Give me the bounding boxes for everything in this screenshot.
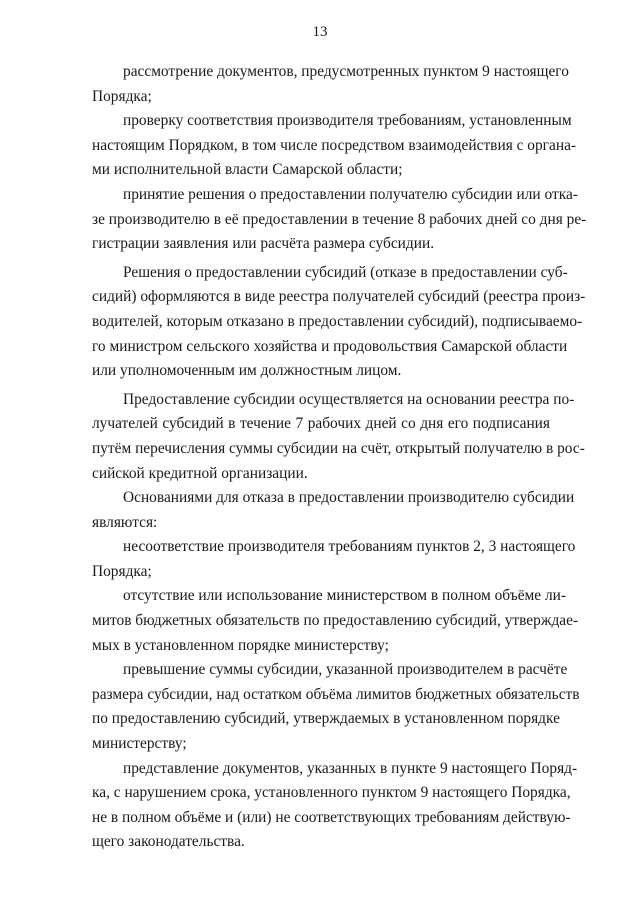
paragraph xyxy=(92,183,587,257)
paragraph-line: путём перечисления суммы субсидии на счёт, открытый получателю в рос- xyxy=(92,439,585,457)
paragraph-line: лучателей субсидий в течение 7 рабочих дней со дня его подписания xyxy=(92,415,550,433)
paragraph xyxy=(92,261,586,384)
paragraph xyxy=(92,584,579,658)
paragraph-line: министерству; xyxy=(92,735,187,753)
paragraph-line: мых в установленном порядке министерству; xyxy=(92,636,389,654)
paragraph-line: водителей, которым отказано в предоставлении субсидий), подписываемо- xyxy=(92,312,583,330)
paragraph-line: представление документов, указанных в пункте 9 настоящего Поряд- xyxy=(123,759,578,777)
paragraph-line: го министром сельского хозяйства и продовольствия Самарской области xyxy=(92,337,568,355)
paragraph-line: щего законодательства. xyxy=(92,833,245,851)
paragraph-line: сийской кредитной организации. xyxy=(92,464,308,482)
paragraph-line: рассмотрение документов, предусмотренных пунктом 9 настоящего xyxy=(123,63,569,80)
paragraph-line: Порядка; xyxy=(92,87,152,105)
paragraph-line: Основаниями для отказа в предоставлении производителю субсидии xyxy=(123,489,575,507)
paragraph-line: размера субсидии, над остатком объёма лимитов бюджетных обязательств xyxy=(92,685,580,703)
paragraph-line: принятие решения о предоставлении получателю субсидии или отка- xyxy=(123,185,578,203)
paragraph-line: проверку соответствия производителя требованиям, установленным xyxy=(123,112,572,130)
paragraph-line: отсутствие или использование министерством в полном объёме ли- xyxy=(123,587,566,605)
paragraph-line: Порядка; xyxy=(92,562,152,580)
paragraph-line: Решения о предоставлении субсидий (отказе в предоставлении суб- xyxy=(123,263,568,281)
paragraph xyxy=(92,60,569,109)
paragraph-line: Предоставление субсидии осуществляется на основании реестра по- xyxy=(123,390,575,408)
paragraph xyxy=(92,757,578,855)
paragraph-line: ми исполнительной власти Самарской области; xyxy=(92,161,403,179)
page-number: 13 xyxy=(312,24,328,40)
document-body xyxy=(92,60,587,855)
paragraph-line: митов бюджетных обязательств по предоставлению субсидий, утверждае- xyxy=(92,612,579,630)
paragraph-line: несоответствие производителя требованиям пунктов 2, 3 настоящего xyxy=(123,538,576,556)
paragraph xyxy=(92,109,577,183)
paragraph-line: не в полном объёме и (или) не соответствующих требованиям действую- xyxy=(92,808,571,826)
paragraph-line: превышение суммы субсидии, указанной производителем в расчёте xyxy=(123,661,568,679)
paragraph-line: зе производителю в её предоставлении в течение 8 рабочих дней со дня ре- xyxy=(92,210,587,228)
paragraph-line: ка, с нарушением срока, установленного пунктом 9 настоящего Порядка, xyxy=(92,784,571,802)
paragraph xyxy=(92,388,585,486)
paragraph-line: сидий) оформляются в виде реестра получателей субсидий (реестра произ- xyxy=(92,288,586,306)
paragraph-line: являются: xyxy=(92,513,158,531)
paragraph xyxy=(92,658,580,756)
paragraph xyxy=(92,486,575,535)
paragraph-line: по предоставлению субсидий, утверждаемых в установленном порядке xyxy=(92,710,560,728)
paragraph-line: гистрации заявления или расчёта размера субсидии. xyxy=(92,235,435,253)
paragraph xyxy=(92,535,576,584)
paragraph-line: настоящим Порядком, в том числе посредством взаимодействия с органа- xyxy=(92,136,577,154)
paragraph-line: или уполномоченным им должностным лицом. xyxy=(92,362,402,380)
